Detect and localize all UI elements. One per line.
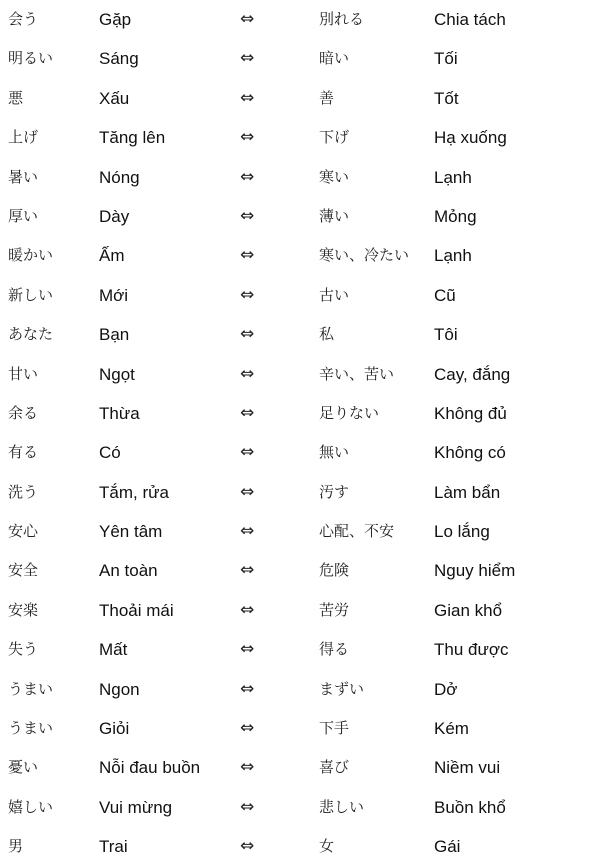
opposite-arrow-icon: ⇔ (240, 560, 255, 581)
japanese-opposite: 薄い (319, 206, 350, 225)
japanese-word: 暖かい (8, 246, 54, 265)
opposite-arrow-icon: ⇔ (240, 324, 255, 345)
japanese-opposite: 心配、不安 (319, 522, 395, 541)
vietnamese-opposite: Gái (434, 837, 461, 857)
vietnamese-word: Có (99, 443, 121, 463)
japanese-word: 安楽 (8, 600, 39, 619)
opposite-arrow-icon: ⇔ (240, 48, 255, 69)
japanese-opposite: 女 (319, 837, 335, 856)
japanese-word: 安全 (8, 561, 39, 580)
japanese-word: 暑い (8, 167, 39, 186)
vietnamese-word: Yên tâm (99, 522, 163, 542)
vocab-row (0, 512, 600, 551)
japanese-opposite: 下げ (319, 128, 350, 147)
vietnamese-opposite: Làm bẩn (434, 482, 501, 502)
vocab-row (0, 236, 600, 275)
vietnamese-word: Thừa (99, 403, 140, 423)
opposite-arrow-icon: ⇔ (240, 639, 255, 660)
vietnamese-word: Tắm, rửa (99, 482, 169, 502)
vietnamese-word: Vui mừng (99, 797, 173, 817)
opposite-arrow-icon: ⇔ (240, 87, 255, 108)
vietnamese-opposite: Hạ xuống (434, 128, 507, 148)
vietnamese-opposite: Buồn khổ (434, 797, 506, 817)
japanese-word: 有る (8, 443, 39, 462)
vocab-row (0, 79, 600, 118)
japanese-word: うまい (8, 719, 54, 738)
vocab-row (0, 0, 600, 39)
vietnamese-opposite: Lo lắng (434, 522, 490, 542)
vocab-row (0, 709, 600, 748)
vocab-row (0, 276, 600, 315)
japanese-word: うまい (8, 679, 54, 698)
vietnamese-word: Gặp (99, 10, 132, 29)
opposite-arrow-icon: ⇔ (240, 796, 255, 817)
opposite-arrow-icon: ⇔ (240, 757, 255, 778)
vietnamese-opposite: Dở (434, 679, 458, 699)
vocab-row (0, 315, 600, 354)
vietnamese-word: Mất (99, 640, 128, 660)
japanese-word: 上げ (8, 128, 39, 147)
vietnamese-word: Nóng (99, 167, 140, 187)
japanese-word: あなた (8, 325, 54, 344)
japanese-word: 厚い (8, 206, 39, 225)
japanese-opposite: まずい (319, 679, 365, 698)
vocab-row (0, 433, 600, 472)
vietnamese-opposite: Tốt (434, 88, 459, 108)
vocab-row (0, 591, 600, 630)
opposite-arrow-icon: ⇔ (240, 599, 255, 620)
vietnamese-word: Ấm (99, 246, 125, 266)
vietnamese-word: Bạn (99, 325, 130, 345)
japanese-word: 余る (8, 403, 39, 422)
japanese-opposite: 悲しい (319, 797, 365, 816)
vocab-row (0, 118, 600, 157)
vietnamese-opposite: Cũ (434, 285, 456, 305)
vocab-row (0, 551, 600, 590)
vietnamese-word: Thoải mái (99, 600, 174, 620)
vietnamese-opposite: Lạnh (434, 167, 472, 187)
vietnamese-word: Nỗi đau buồn (99, 758, 201, 778)
opposite-arrow-icon: ⇔ (240, 166, 255, 187)
vietnamese-opposite: Mỏng (434, 206, 477, 226)
vietnamese-opposite: Gian khổ (434, 600, 503, 620)
opposite-arrow-icon: ⇔ (240, 718, 255, 739)
vietnamese-word: Giỏi (99, 719, 130, 739)
opposite-arrow-icon: ⇔ (240, 9, 255, 29)
vietnamese-opposite: Tôi (434, 325, 458, 345)
vietnamese-opposite: Không đủ (434, 403, 507, 423)
opposite-arrow-icon: ⇔ (240, 678, 255, 699)
opposite-arrow-icon: ⇔ (240, 245, 255, 266)
japanese-opposite: 善 (319, 88, 335, 107)
vietnamese-word: Sáng (99, 49, 139, 69)
japanese-word: 男 (8, 837, 24, 856)
vocab-row (0, 39, 600, 78)
vietnamese-opposite: Không có (434, 443, 506, 463)
japanese-opposite: 暗い (319, 49, 350, 68)
opposite-arrow-icon: ⇔ (240, 284, 255, 305)
opposite-arrow-icon: ⇔ (240, 402, 255, 423)
japanese-word: 明るい (8, 49, 54, 68)
japanese-opposite: 無い (319, 443, 350, 462)
japanese-word: 洗う (8, 482, 39, 501)
vietnamese-word: Ngon (99, 679, 140, 699)
japanese-opposite: 足りない (319, 403, 380, 422)
opposite-arrow-icon: ⇔ (240, 205, 255, 226)
japanese-word: 新しい (8, 285, 54, 304)
japanese-opposite: 得る (319, 640, 350, 659)
vietnamese-word: Tăng lên (99, 128, 166, 148)
vietnamese-opposite: Chia tách (434, 10, 506, 29)
vietnamese-opposite: Kém (434, 719, 469, 739)
japanese-word: 悪 (8, 88, 24, 107)
japanese-word: 会う (8, 10, 39, 28)
vocab-row (0, 788, 600, 827)
vietnamese-opposite: Tối (434, 49, 458, 69)
japanese-opposite: 古い (319, 285, 350, 304)
vietnamese-opposite: Cay, đắng (434, 364, 511, 384)
vocab-row (0, 630, 600, 669)
japanese-word: 甘い (8, 364, 39, 383)
vietnamese-word: Xấu (99, 88, 130, 108)
japanese-opposite: 下手 (319, 719, 350, 738)
japanese-word: 安心 (8, 522, 39, 541)
japanese-opposite: 私 (319, 325, 335, 344)
japanese-word: 失う (8, 640, 39, 659)
vietnamese-word: Trai (99, 837, 128, 857)
vietnamese-opposite: Nguy hiểm (434, 561, 516, 581)
opposite-arrow-icon: ⇔ (240, 442, 255, 463)
opposite-arrow-icon: ⇔ (240, 836, 255, 857)
vocab-row (0, 670, 600, 709)
vietnamese-word: An toàn (99, 561, 158, 581)
vocab-row (0, 355, 600, 394)
japanese-opposite: 喜び (319, 758, 350, 777)
opposite-arrow-icon: ⇔ (240, 481, 255, 502)
japanese-opposite: 苦労 (319, 600, 350, 619)
opposite-arrow-icon: ⇔ (240, 521, 255, 542)
vietnamese-opposite: Niềm vui (434, 758, 501, 778)
vocab-row (0, 197, 600, 236)
japanese-opposite: 汚す (319, 482, 350, 501)
vietnamese-opposite: Thu được (434, 640, 509, 660)
vocab-row (0, 394, 600, 433)
vocab-row (0, 473, 600, 512)
vocab-row (0, 748, 600, 787)
japanese-opposite: 別れる (319, 10, 365, 28)
vietnamese-word: Ngọt (99, 364, 135, 384)
vocab-row (0, 827, 600, 866)
opposite-arrow-icon: ⇔ (240, 363, 255, 384)
vietnamese-opposite: Lạnh (434, 246, 472, 266)
vocab-row (0, 158, 600, 197)
vietnamese-word: Dày (99, 206, 130, 226)
japanese-word: 嬉しい (8, 797, 54, 816)
japanese-opposite: 危険 (319, 561, 350, 580)
opposite-arrow-icon: ⇔ (240, 127, 255, 148)
japanese-opposite: 辛い、苦い (319, 364, 395, 383)
vietnamese-word: Mới (99, 285, 129, 305)
japanese-opposite: 寒い、冷たい (319, 246, 410, 265)
japanese-opposite: 寒い (319, 167, 350, 186)
japanese-word: 憂い (8, 758, 39, 777)
